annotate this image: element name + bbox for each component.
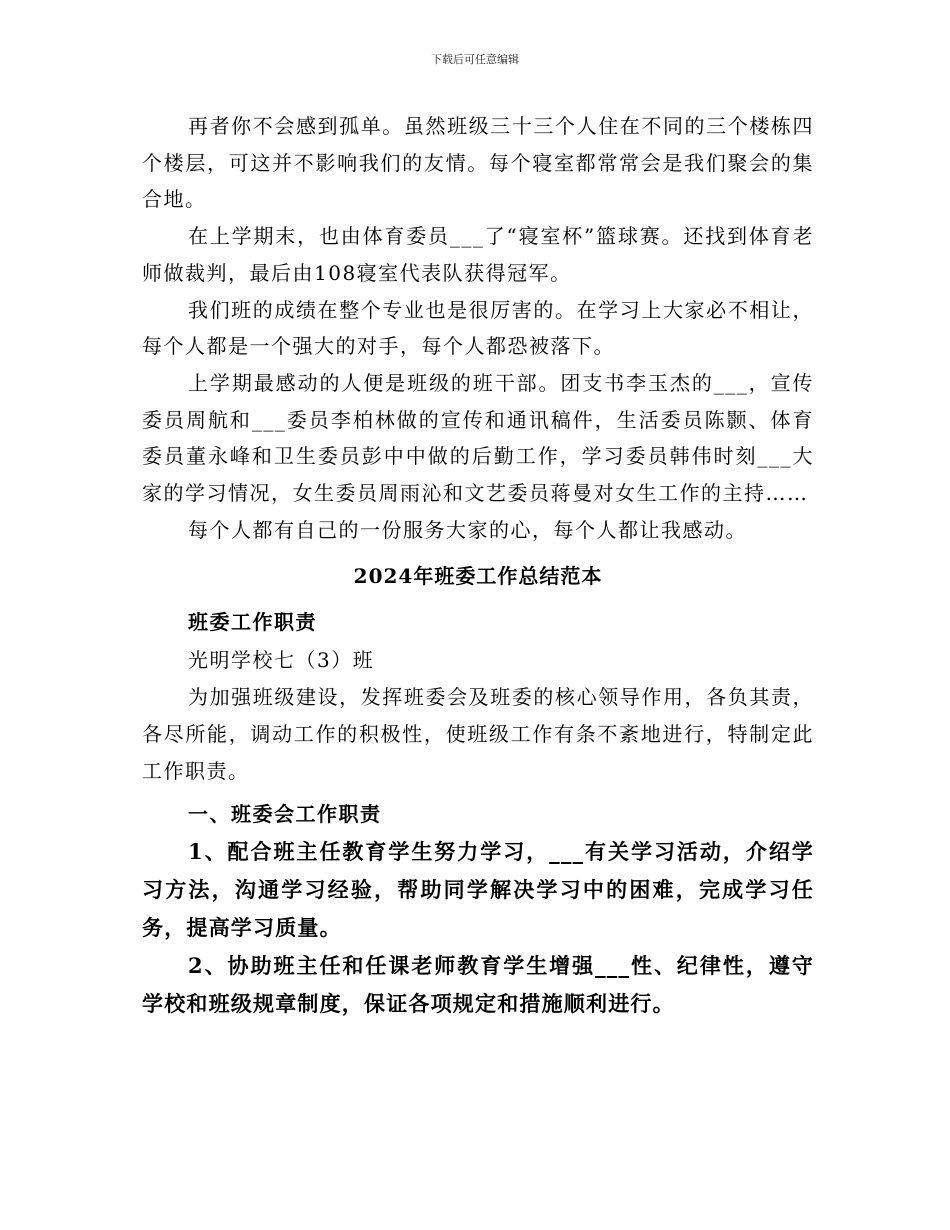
paragraph: 再者你不会感到孤单。虽然班级三十三个人住在不同的三个楼栋四个楼层，可这并不影响我们的友情。每个寝室都常常会是我们聚会的集合地。 <box>142 114 814 212</box>
subsection-heading: 一、班委会工作职责 <box>188 802 382 827</box>
paragraph: 每个人都有自己的一份服务大家的心，每个人都让我感动。 <box>188 517 747 542</box>
paragraph: 我们班的成绩在整个专业也是很厉害的。在学习上大家必不相让，每个人都是一个强大的对手，每个人都恐被落下。 <box>142 297 814 359</box>
section-heading: 班委工作职责 <box>188 610 317 635</box>
duty-item: 2、协助班主任和任课老师教育学生增强___性、纪律性，遵守学校和班级规章制度，保证各项规定和措施顺利进行。 <box>142 953 814 1017</box>
paragraph: 上学期最感动的人便是班级的班干部。团支书李玉杰的___，宣传委员周航和___委员李柏林做的宣传和通讯稿件，生活委员陈颢、体育委员董永峰和卫生委员彭中中做的后勤工作，学习委员韩伟时刻___大家的学习情况，女生委员周雨沁和文艺委员蒋曼对女生工作的主持…… <box>142 370 814 506</box>
page-header: 下载后可任意编辑 <box>431 53 519 66</box>
duty-item: 1、配合班主任教育学生努力学习，___有关学习活动，介绍学习方法，沟通学习经验，帮助同学解决学习中的困难，完成学习任务，提高学习质量。 <box>142 839 814 941</box>
intro-paragraph: 为加强班级建设，发挥班委会及班委的核心领导作用，各负其责，各尽所能，调动工作的积极性，使班级工作有条不紊地进行，特制定此工作职责。 <box>142 685 814 783</box>
document-body <box>142 108 814 1023</box>
paragraph: 在上学期末，也由体育委员___了“寝室杯”篮球赛。还找到体育老师做裁判，最后由108寝室代表队获得冠军。 <box>142 224 814 285</box>
school-line: 光明学校七（3）班 <box>188 648 375 673</box>
document-title: 2024年班委工作总结范本 <box>353 564 603 589</box>
